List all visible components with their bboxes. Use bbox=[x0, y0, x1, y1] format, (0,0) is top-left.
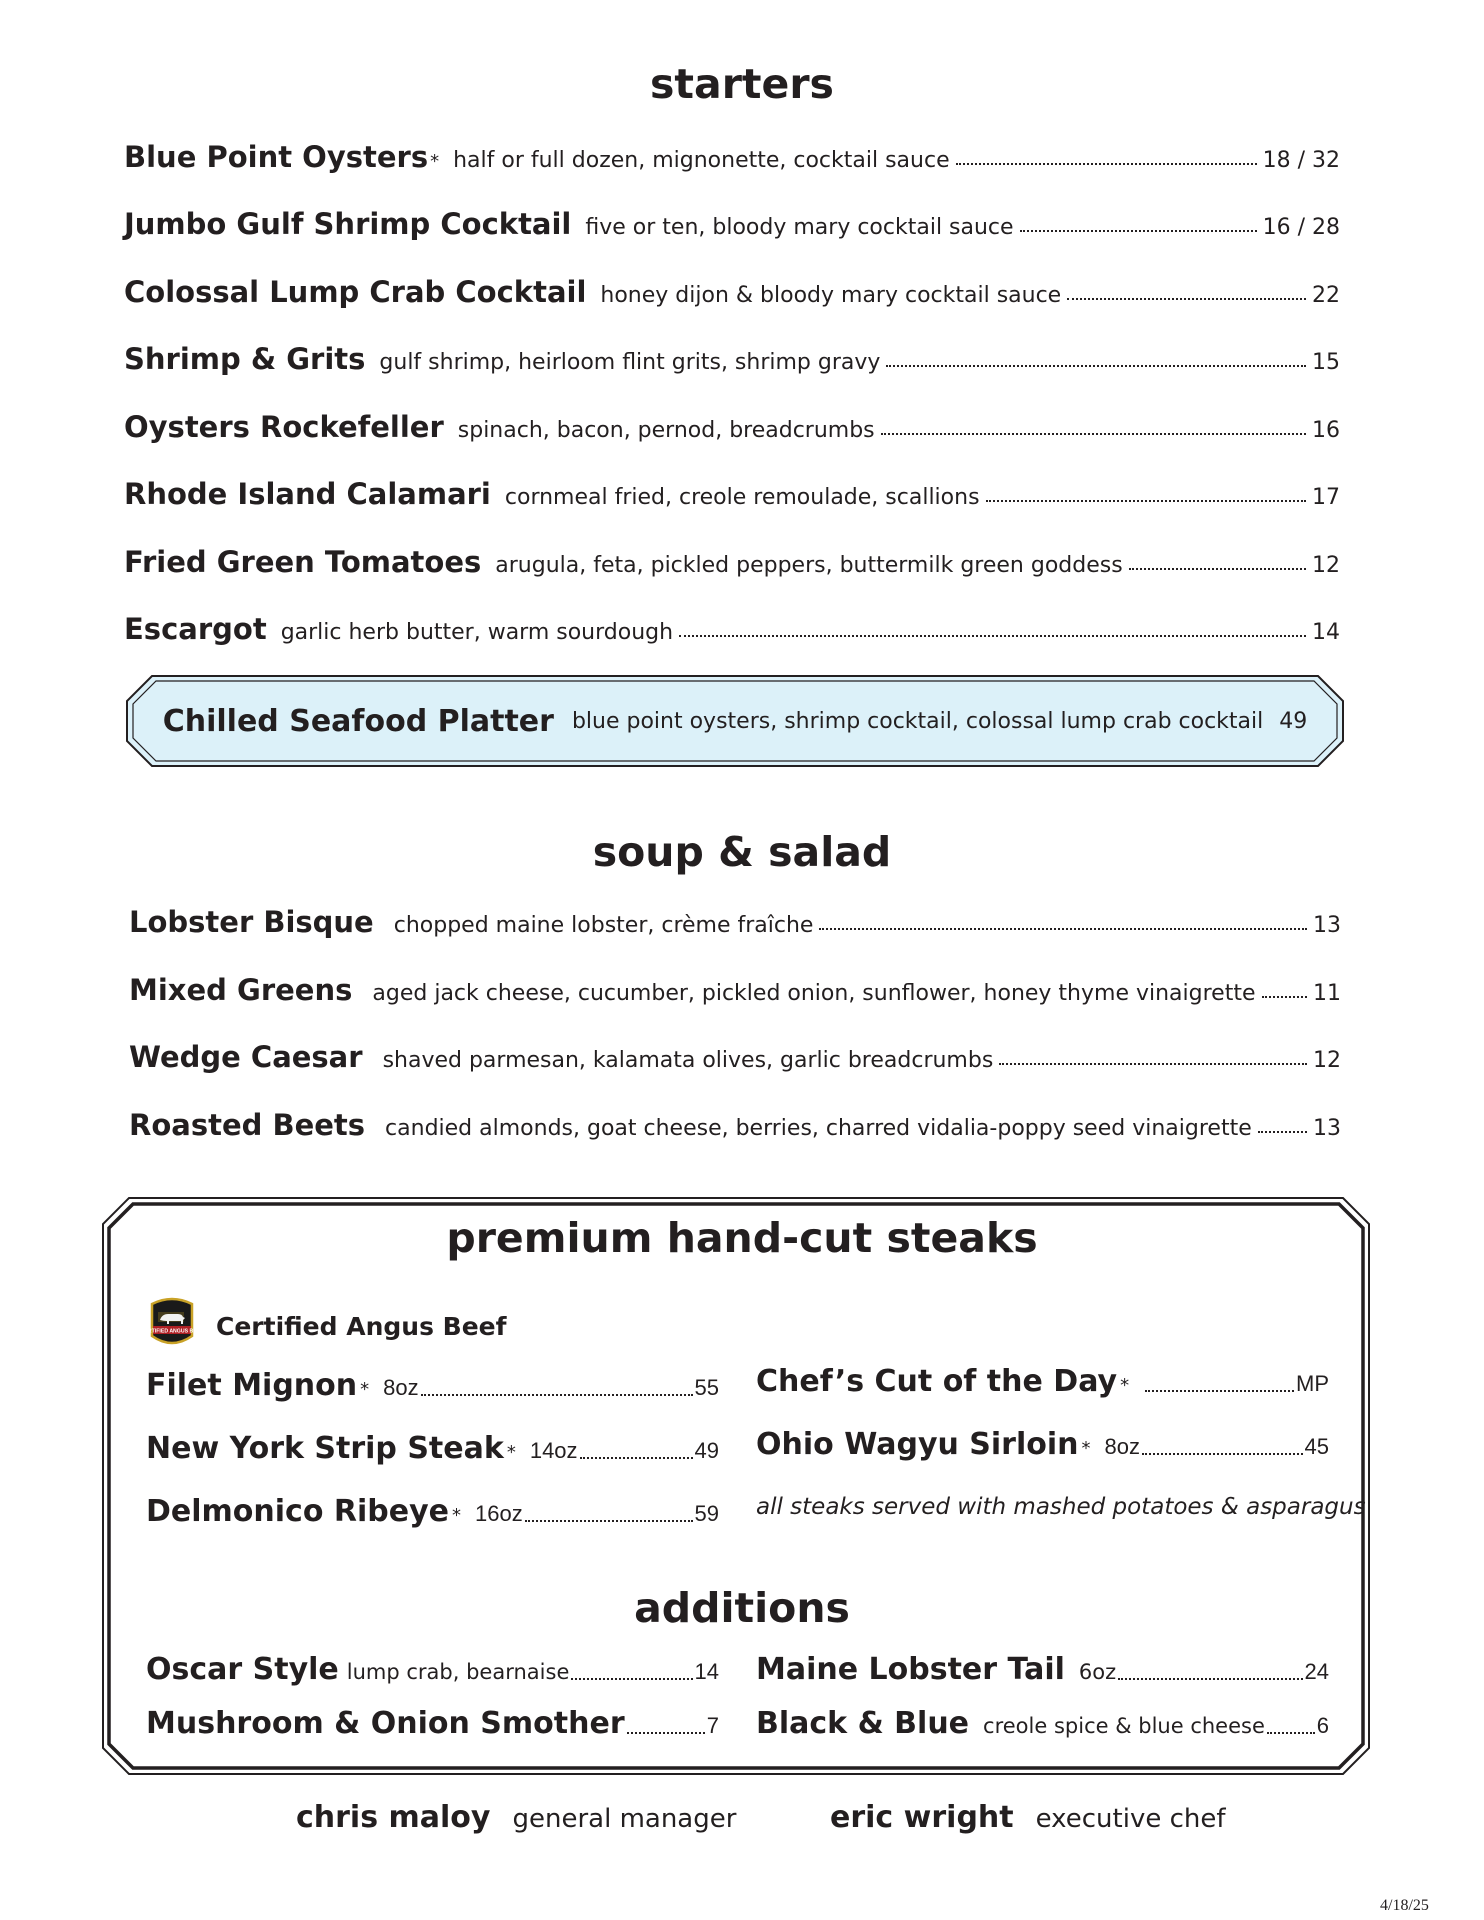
item-description: garlic herb butter, warm sourdough bbox=[280, 620, 674, 645]
item-name: Colossal Lump Crab Cocktail bbox=[124, 275, 587, 309]
menu-item bbox=[124, 275, 1340, 309]
item-name: Jumbo Gulf Shrimp Cocktail bbox=[124, 207, 572, 241]
platter-description: blue point oysters, shrimp cocktail, colossal lump crab cocktail bbox=[571, 708, 1264, 734]
staff-name: chris maloy bbox=[296, 1800, 491, 1835]
menu-item bbox=[124, 410, 1340, 444]
raw-warning-asterisk: * bbox=[452, 1505, 461, 1526]
menu-item bbox=[124, 612, 1340, 646]
item-size: 16oz bbox=[475, 1501, 523, 1526]
platter-name: Chilled Seafood Platter bbox=[162, 703, 554, 739]
item-description: gulf shrimp, heirloom flint grits, shrimp gravy bbox=[379, 350, 881, 375]
addition-item bbox=[146, 1706, 719, 1741]
item-price: MP bbox=[1296, 1371, 1329, 1396]
addition-item bbox=[756, 1652, 1329, 1687]
steaks-box bbox=[101, 1196, 1371, 1776]
platter-price: 49 bbox=[1279, 708, 1308, 734]
item-name: Oscar Style bbox=[146, 1652, 339, 1687]
item-size: 8oz bbox=[1104, 1434, 1140, 1459]
menu-item bbox=[124, 140, 1340, 174]
item-description: arugula, feta, pickled peppers, buttermilk green goddess bbox=[495, 553, 1123, 578]
raw-warning-asterisk: * bbox=[360, 1379, 370, 1400]
item-name: Mixed Greens bbox=[129, 973, 353, 1007]
raw-warning-asterisk: * bbox=[506, 1442, 516, 1463]
item-description: candied almonds, goat cheese, berries, charred vidalia-poppy seed vinaigrette bbox=[385, 1116, 1252, 1141]
dot-leader bbox=[999, 1063, 1307, 1065]
dot-leader bbox=[627, 1732, 705, 1734]
item-description: five or ten, bloody mary cocktail sauce bbox=[585, 215, 1014, 240]
item-price: 7 bbox=[706, 1713, 719, 1738]
steak-item bbox=[756, 1427, 1329, 1462]
item-name: Delmonico Ribeye bbox=[146, 1494, 449, 1529]
certified-angus-beef-label: Certified Angus Beef bbox=[216, 1312, 507, 1341]
certified-angus-beef-logo-icon bbox=[140, 1296, 204, 1348]
dot-leader bbox=[679, 635, 1306, 637]
item-name: Fried Green Tomatoes bbox=[124, 545, 482, 579]
item-name: Chef’s Cut of the Day bbox=[756, 1364, 1118, 1399]
staff-executive-chef bbox=[830, 1800, 1226, 1835]
steaks-title: premium hand-cut steaks bbox=[446, 1214, 1038, 1262]
raw-warning-asterisk: * bbox=[1081, 1438, 1091, 1459]
item-description: creole spice & blue cheese bbox=[983, 1714, 1265, 1738]
menu-item bbox=[124, 477, 1340, 511]
raw-warning-asterisk: * bbox=[1120, 1375, 1130, 1396]
item-size: 14oz bbox=[529, 1438, 578, 1463]
item-price: 55 bbox=[694, 1375, 719, 1400]
item-description: cornmeal fried, creole remoulade, scallions bbox=[504, 485, 980, 510]
item-name: Ohio Wagyu Sirloin bbox=[756, 1427, 1079, 1462]
badge-text: CERTIFIED ANGUS BEEF bbox=[140, 1328, 204, 1335]
dot-leader bbox=[1020, 230, 1257, 232]
item-price: 18 / 32 bbox=[1262, 148, 1340, 173]
addition-item bbox=[756, 1706, 1329, 1741]
item-description: honey dijon & bloody mary cocktail sauce bbox=[600, 283, 1062, 308]
dot-leader bbox=[421, 1394, 693, 1396]
item-price: 16 bbox=[1312, 418, 1340, 443]
item-price: 11 bbox=[1313, 981, 1341, 1006]
item-name: Maine Lobster Tail bbox=[756, 1652, 1065, 1687]
staff-role: general manager bbox=[512, 1804, 737, 1834]
item-description: shaved parmesan, kalamata olives, garlic breadcrumbs bbox=[382, 1048, 994, 1073]
dot-leader bbox=[1118, 1678, 1302, 1680]
item-price: 59 bbox=[694, 1501, 719, 1526]
item-name: Roasted Beets bbox=[129, 1108, 366, 1142]
item-name: Blue Point Oysters bbox=[124, 140, 429, 174]
soup-salad-title: soup & salad bbox=[592, 828, 892, 876]
item-name: Escargot bbox=[124, 612, 267, 646]
item-price: 12 bbox=[1313, 1048, 1341, 1073]
staff-name: eric wright bbox=[830, 1800, 1014, 1835]
item-price: 12 bbox=[1312, 553, 1340, 578]
item-description: 6oz bbox=[1078, 1660, 1117, 1684]
item-price: 22 bbox=[1312, 283, 1340, 308]
item-description: half or full dozen, mignonette, cocktail sauce bbox=[453, 148, 950, 173]
item-price: 24 bbox=[1304, 1659, 1329, 1684]
dot-leader bbox=[886, 365, 1306, 367]
menu-item bbox=[124, 545, 1340, 579]
steaks-box-frame bbox=[101, 1196, 1371, 1776]
item-price: 13 bbox=[1313, 1116, 1341, 1141]
dot-leader bbox=[580, 1457, 693, 1459]
item-name: Filet Mignon bbox=[146, 1368, 358, 1403]
item-description: chopped maine lobster, crème fraîche bbox=[393, 913, 814, 938]
menu-item bbox=[129, 905, 1341, 939]
item-description: lump crab, bearnaise bbox=[346, 1660, 570, 1684]
item-name: Rhode Island Calamari bbox=[124, 477, 491, 511]
steaks-note: all steaks served with mashed potatoes & asparagus bbox=[756, 1494, 1366, 1520]
item-description: aged jack cheese, cucumber, pickled onion, sunflower, honey thyme vinaigrette bbox=[372, 981, 1256, 1006]
item-size: 8oz bbox=[383, 1375, 419, 1400]
dot-leader bbox=[1067, 298, 1306, 300]
item-price: 49 bbox=[694, 1438, 719, 1463]
item-price: 17 bbox=[1312, 485, 1340, 510]
item-price: 45 bbox=[1304, 1434, 1329, 1459]
item-name: Wedge Caesar bbox=[129, 1040, 363, 1074]
staff-role: executive chef bbox=[1035, 1804, 1226, 1834]
item-price: 14 bbox=[694, 1659, 719, 1684]
item-price: 14 bbox=[1312, 620, 1340, 645]
item-description: spinach, bacon, pernod, breadcrumbs bbox=[457, 418, 875, 443]
item-name: Mushroom & Onion Smother bbox=[146, 1706, 625, 1741]
starters-title: starters bbox=[650, 60, 834, 108]
item-name: Black & Blue bbox=[756, 1706, 970, 1741]
item-name: Oysters Rockefeller bbox=[124, 410, 444, 444]
steak-item bbox=[146, 1368, 719, 1403]
dot-leader bbox=[571, 1678, 692, 1680]
staff-general-manager bbox=[296, 1800, 736, 1835]
dot-leader bbox=[1129, 568, 1306, 570]
raw-warning-asterisk: * bbox=[430, 151, 440, 172]
dot-leader bbox=[525, 1520, 693, 1522]
dot-leader bbox=[1262, 996, 1308, 998]
dot-leader bbox=[1267, 1732, 1315, 1734]
item-price: 15 bbox=[1312, 350, 1340, 375]
dot-leader bbox=[1258, 1131, 1307, 1133]
item-price: 13 bbox=[1313, 913, 1341, 938]
menu-item bbox=[124, 207, 1340, 241]
dot-leader bbox=[956, 163, 1257, 165]
menu-item bbox=[129, 1108, 1341, 1142]
dot-leader bbox=[986, 500, 1306, 502]
item-name: New York Strip Steak bbox=[146, 1431, 504, 1466]
menu-item bbox=[124, 342, 1340, 376]
dot-leader bbox=[1142, 1453, 1303, 1455]
steak-item bbox=[756, 1364, 1329, 1399]
dot-leader bbox=[1145, 1390, 1294, 1392]
dot-leader bbox=[881, 433, 1306, 435]
seafood-platter-banner bbox=[124, 673, 1346, 769]
menu-item bbox=[129, 973, 1341, 1007]
item-name: Lobster Bisque bbox=[129, 905, 374, 939]
item-name: Shrimp & Grits bbox=[124, 342, 366, 376]
menu-item bbox=[129, 1040, 1341, 1074]
steak-item bbox=[146, 1431, 719, 1466]
item-price: 16 / 28 bbox=[1262, 215, 1340, 240]
item-price: 6 bbox=[1316, 1713, 1329, 1738]
addition-item bbox=[146, 1652, 719, 1687]
dot-leader bbox=[819, 928, 1307, 930]
additions-title: additions bbox=[634, 1584, 850, 1632]
steak-item bbox=[146, 1494, 719, 1529]
menu-date: 4/18/25 bbox=[1380, 1897, 1429, 1914]
